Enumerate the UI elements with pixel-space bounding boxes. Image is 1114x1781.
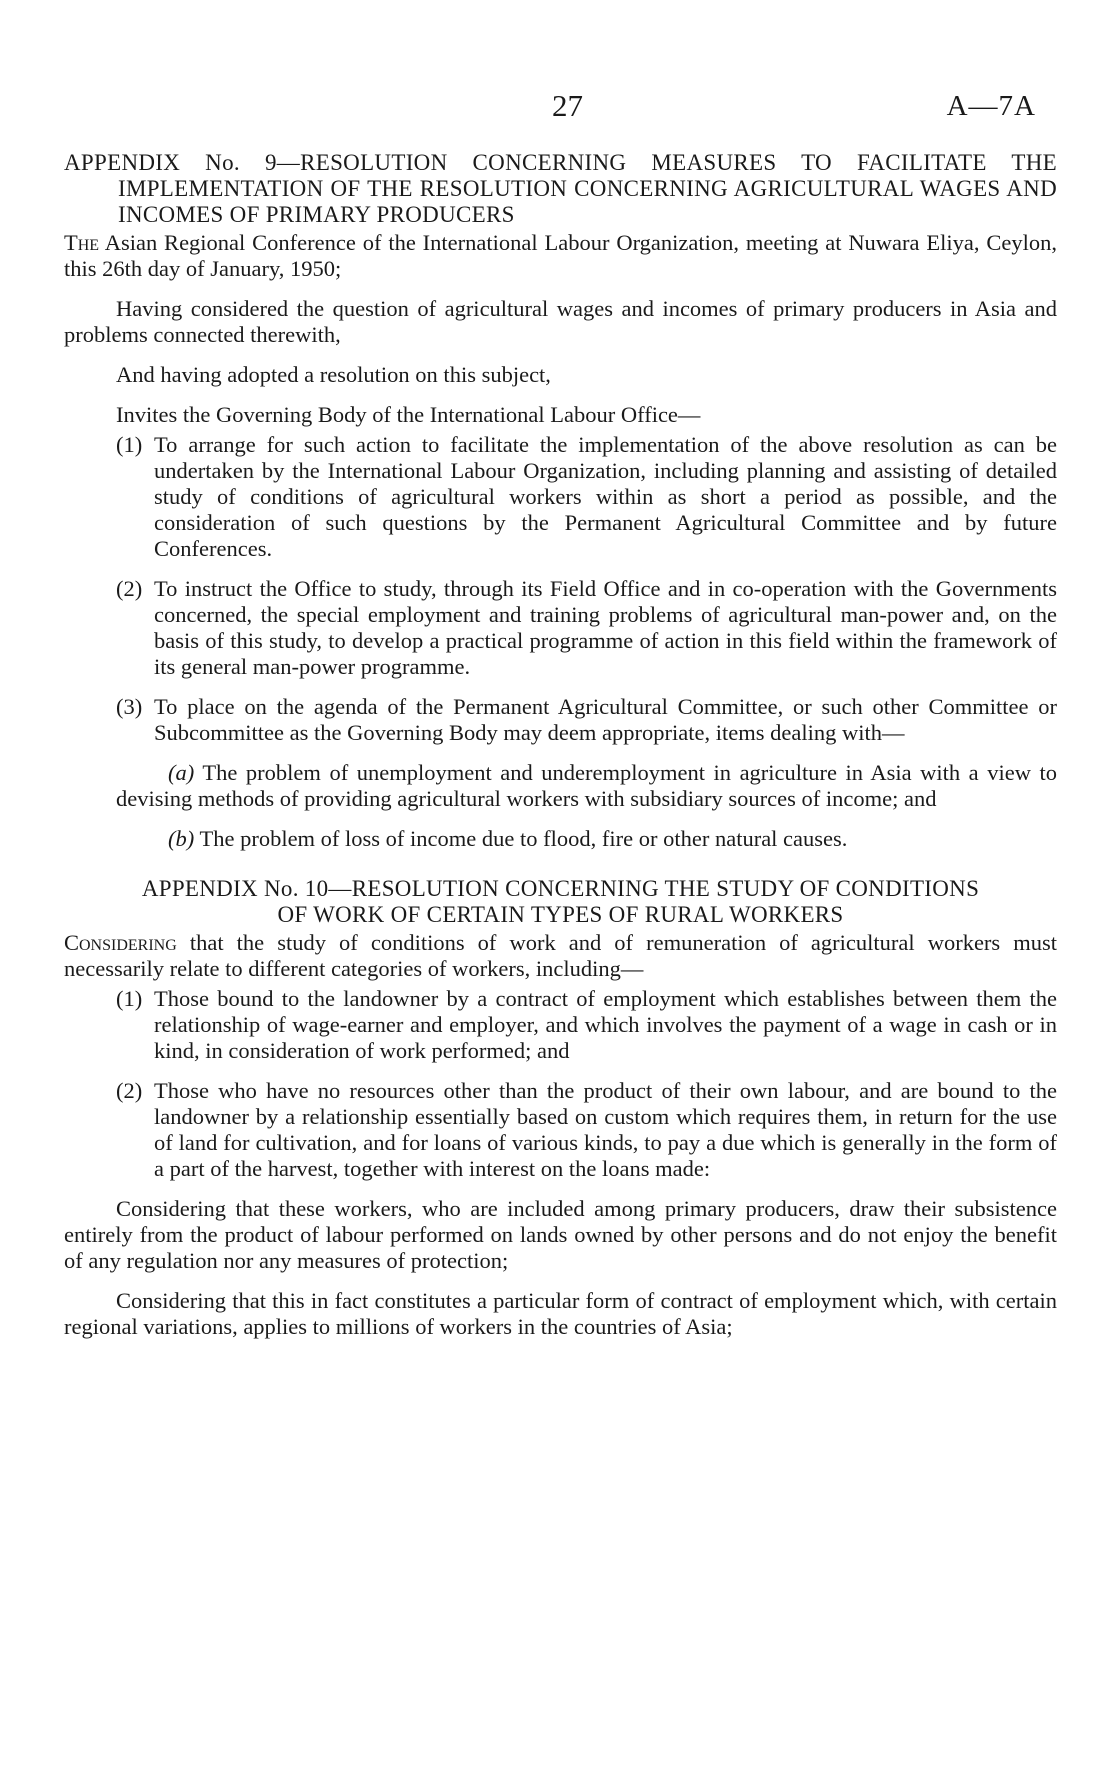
considering-paragraph [64,930,1057,982]
page-header [0,88,1114,128]
item-text: Those who have no resources other than the product of their own labour, and are bound to the landowner by a relationship essentially based on custom which requires them, in return for the use of land for cultivation, and for loans of various kinds, to pay a due which is generally in the form of a part of the harvest, together with interest on the loans made: [154,1078,1057,1181]
considering-paragraph-2: Considering that these workers, who are included among primary producers, draw their subsistence entirely from the product of labour performed on lands owned by other persons and do not enjoy the benefit of any regulation nor any measures of protection; [64,1196,1057,1273]
list-item [116,986,1057,1064]
sub-item [116,760,1057,812]
list-item [116,576,1057,680]
item-text: To instruct the Office to study, through its Field Office and in co-operation with the Governments concerned, the special employment and training problems of agricultural man-power and, on the basis of this study, to develop a practical programme of action in this field within the framework of its general man-power programme. [154,576,1057,679]
preamble-lead: The [64,230,100,255]
appendix-9-title: APPENDIX No. 9—RESOLUTION CONCERNING MEASURES TO FACILITATE THE IMPLEMENTATION OF THE RESOLUTION CONCERNING AGRICULTURAL WAGES AND INCOMES OF PRIMARY PRODUCERS [64,150,1057,227]
item-number: (2) [116,576,143,601]
sub-item [116,826,1057,852]
list-item [116,694,1057,746]
document-body [64,150,1057,1340]
item-number: (1) [116,986,143,1011]
document-reference: A—7A [946,90,1036,122]
considering-paragraph-3: Considering that this in fact constitutes a particular form of contract of employment which, with certain regional variations, applies to millions of workers in the countries of Asia; [64,1288,1057,1339]
item-number: (1) [116,432,143,457]
preamble-text: Asian Regional Conference of the International Labour Organization, meeting at Nuwara Eliya, Ceylon, this 26th day of January, 1950; [64,230,1057,281]
sub-item-label: (a) [168,760,195,785]
considering-lead: Considering [64,930,177,955]
appendix-10-title-line1: APPENDIX No. 10—RESOLUTION CONCERNING THE STUDY OF CONDITIONS [141,876,980,901]
sub-item-text: The problem of loss of income due to flood, fire or other natural causes. [199,826,848,851]
sub-item-text: The problem of unemployment and underemployment in agriculture in Asia with a view to devising methods of providing agricultural workers with subsidiary sources of income; and [116,760,1057,811]
considering-text: that the study of conditions of work and of remuneration of agricultural workers must necessarily relate to different categories of workers, including— [64,930,1057,981]
item-number: (2) [116,1078,143,1103]
appendix-10-title-line2: OF WORK OF CERTAIN TYPES OF RURAL WORKERS [277,902,844,927]
item-number: (3) [116,694,143,719]
item-text: Those bound to the landowner by a contract of employment which establishes between them the relationship of wage-earner and employer, and which involves the payment of a wage in cash or in kind, in consideration of work performed; and [154,986,1057,1063]
list-item [116,432,1057,562]
list-item [116,1078,1057,1182]
sub-item-label: (b) [168,826,195,851]
item-text: To place on the agenda of the Permanent Agricultural Committee, or such other Committee or Subcommittee as the Governing Body may deem appropriate, items dealing with— [154,694,1057,745]
and-having-paragraph: And having adopted a resolution on this subject, [116,362,551,387]
appendix-10-title [64,876,1057,928]
page-number: 27 [552,88,583,123]
item-text: To arrange for such action to facilitate the implementation of the above resolution as can be undertaken by the International Labour Organization, including planning and assisting of detailed study of conditions of agricultural workers within as short a period as possible, and the consideration of such questions by the Permanent Agricultural Committee and by future Conferences. [154,432,1057,561]
invites-paragraph: Invites the Governing Body of the International Labour Office— [116,402,701,427]
having-considered-paragraph: Having considered the question of agricultural wages and incomes of primary producers in Asia and problems connected therewith, [64,296,1057,347]
preamble-paragraph [64,230,1057,282]
